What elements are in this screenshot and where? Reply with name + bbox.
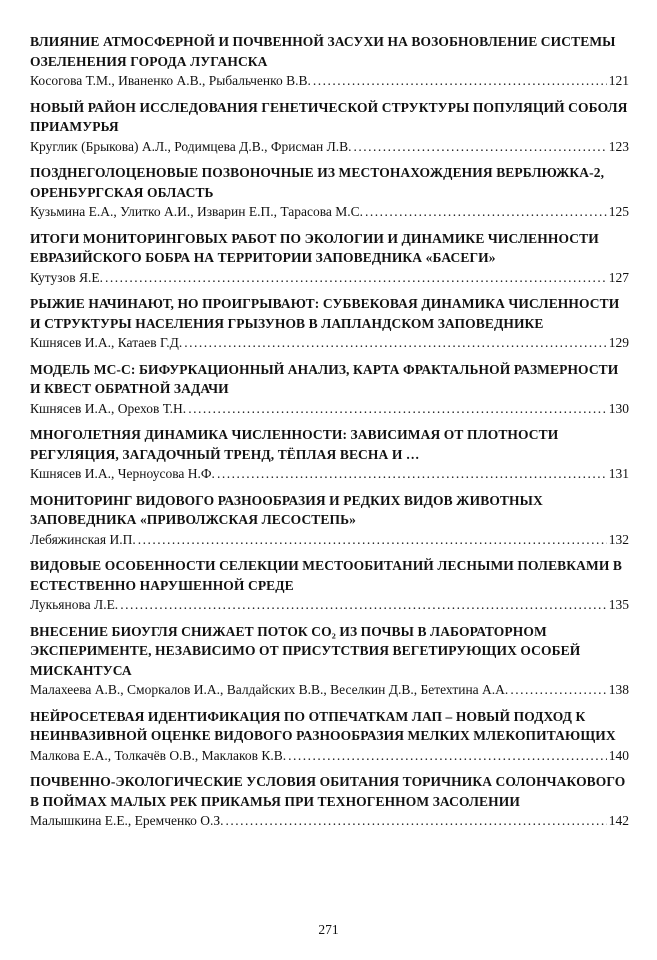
entry-authors-line: [30, 464, 629, 484]
toc-entry: [30, 622, 629, 700]
footer-page-number: 271: [318, 922, 339, 937]
dot-leader: [138, 530, 607, 550]
entry-authors: Кшнясев И.А., Катаев Г.Д.: [30, 335, 183, 350]
entry-page-number: 132: [608, 531, 629, 547]
entry-authors-line: [30, 746, 629, 766]
entry-authors-line: [30, 137, 629, 157]
dot-leader: [510, 680, 606, 700]
entry-title: НОВЫЙ РАЙОН ИССЛЕДОВАНИЯ ГЕНЕТИЧЕСКОЙ СТРУКТУРЫ ПОПУЛЯЦИЙ СОБОЛЯ ПРИАМУРЬЯ: [30, 99, 628, 134]
entry-authors: Кшнясев И.А., Орехов Т.Н.: [30, 400, 187, 416]
toc-entry: [30, 229, 629, 288]
entry-authors-line: [30, 268, 629, 288]
entry-title: МНОГОЛЕТНЯЯ ДИНАМИКА ЧИСЛЕННОСТИ: ЗАВИСИМАЯ ОТ ПЛОТНОСТИ РЕГУЛЯЦИЯ, ЗАГАДОЧНЫЙ ТРЕНД, ТЁПЛАЯ ВЕСНА И …: [30, 427, 559, 462]
table-of-contents: [30, 32, 629, 831]
entry-authors-line: [30, 333, 629, 353]
entry-page-number: 142: [608, 813, 629, 828]
toc-entry: [30, 772, 629, 831]
entry-authors-line: [30, 202, 629, 222]
entry-authors: Круглик (Брыкова) А.Л., Родимцева Д.В., Фрисман Л.В.: [30, 138, 352, 154]
entry-title: ПОЧВЕННО-ЭКОЛОГИЧЕСКИЕ УСЛОВИЯ ОБИТАНИЯ ТОРИЧНИКА СОЛОНЧАКОВОГО В ПОЙМАХ МАЛЫХ РЕК ПРИКАМЬЯ ПРИ ТЕХНОГЕННОМ ЗАСОЛЕНИИ: [30, 774, 626, 809]
entry-authors-line: [30, 399, 629, 419]
entry-page-number: 125: [608, 204, 629, 219]
toc-entry: [30, 491, 629, 550]
entry-authors: Кузьмина Е.А., Улитко А.И., Изварин Е.П., Тарасова М.С.: [30, 204, 364, 219]
dot-leader: [288, 746, 607, 766]
entry-title: РЫЖИЕ НАЧИНАЮТ, НО ПРОИГРЫВАЮТ: СУБВЕКОВАЯ ДИНАМИКА ЧИСЛЕННОСТИ И СТРУКТУРЫ НАСЕЛЕНИЯ ГРЫЗУНОВ В ЛАПЛАНДСКОМ ЗАПОВЕДНИКЕ: [30, 296, 620, 331]
entry-authors: Лукьянова Л.Е.: [30, 597, 119, 612]
entry-authors: Кшнясев И.А., Черноусова Н.Ф.: [30, 466, 215, 481]
entry-page-number: 140: [608, 747, 629, 763]
entry-title: ВЛИЯНИЕ АТМОСФЕРНОЙ И ПОЧВЕННОЙ ЗАСУХИ НА ВОЗОБНОВЛЕНИЕ СИСТЕМЫ ОЗЕЛЕНЕНИЯ ГОРОДА ЛУГАНСКА: [30, 34, 616, 69]
entry-page-number: 135: [608, 597, 629, 612]
entry-authors: Малкова Е.А., Толкачёв О.В., Маклаков К.В.: [30, 747, 287, 763]
dot-leader: [353, 137, 606, 157]
dot-leader: [225, 811, 606, 831]
entry-page-number: 130: [608, 400, 629, 416]
entry-authors-line: [30, 530, 629, 550]
entry-authors-line: [30, 680, 629, 700]
entry-title: ВНЕСЕНИЕ БИОУГЛЯ СНИЖАЕТ ПОТОК CO₂ ИЗ ПОЧВЫ В ЛАБОРАТОРНОМ ЭКСПЕРИМЕНТЕ, НЕЗАВИСИМО ОТ ПРИСУТСТВИЯ ВЕГЕТИРУЮЩИХ ОСОБЕЙ МИСКАНТУСА: [30, 623, 581, 678]
entry-authors: Малышкина Е.Е., Еремченко О.З.: [30, 813, 224, 828]
entry-title: ИТОГИ МОНИТОРИНГОВЫХ РАБОТ ПО ЭКОЛОГИИ И ДИНАМИКЕ ЧИСЛЕННОСТИ ЕВРАЗИЙСКОГО БОБРА НА ТЕРРИТОРИИ ЗАПОВЕДНИКА «БАСЕГИ»: [30, 230, 599, 265]
toc-entry: [30, 707, 629, 766]
dot-leader: [313, 71, 607, 91]
dot-leader: [217, 464, 607, 484]
entry-page-number: 121: [608, 73, 629, 88]
toc-entry: [30, 98, 629, 157]
entry-authors-line: [30, 811, 629, 831]
entry-authors-line: [30, 595, 629, 615]
dot-leader: [105, 268, 607, 288]
toc-entry: [30, 556, 629, 615]
dot-leader: [365, 202, 607, 222]
entry-title: ВИДОВЫЕ ОСОБЕННОСТИ СЕЛЕКЦИИ МЕСТООБИТАНИЙ ЛЕСНЫМИ ПОЛЕВКАМИ В ЕСТЕСТВЕННО НАРУШЕННОЙ СРЕДЕ: [30, 558, 623, 593]
entry-authors: Лебяжинская И.П.: [30, 531, 136, 547]
dot-leader: [120, 595, 607, 615]
entry-authors: Косогова Т.М., Иваненко А.В., Рыбальченко В.В.: [30, 73, 311, 88]
toc-entry: [30, 360, 629, 419]
entry-title: НЕЙРОСЕТЕВАЯ ИДЕНТИФИКАЦИЯ ПО ОТПЕЧАТКАМ ЛАП – НОВЫЙ ПОДХОД К НЕИНВАЗИВНОЙ ОЦЕНКЕ ВИДОВОГО РАЗНООБРАЗИЯ МЕЛКИХ МЛЕКОПИТАЮЩИХ: [30, 708, 616, 743]
entry-page-number: 138: [608, 682, 629, 697]
entry-authors: Малахеева А.В., Сморкалов И.А., Валдайских В.В., Веселкин Д.В., Бетехтина А.А.: [30, 682, 509, 697]
entry-page-number: 127: [608, 269, 629, 285]
dot-leader: [184, 333, 607, 353]
entry-authors-line: [30, 71, 629, 91]
toc-entry: [30, 294, 629, 353]
entry-page-number: 131: [608, 466, 629, 481]
dot-leader: [188, 399, 607, 419]
entry-title: ПОЗДНЕГОЛОЦЕНОВЫЕ ПОЗВОНОЧНЫЕ ИЗ МЕСТОНАХОЖДЕНИЯ ВЕРБЛЮЖКА-2, ОРЕНБУРГСКАЯ ОБЛАСТЬ: [30, 165, 605, 200]
entry-title: МОНИТОРИНГ ВИДОВОГО РАЗНООБРАЗИЯ И РЕДКИХ ВИДОВ ЖИВОТНЫХ ЗАПОВЕДНИКА «ПРИВОЛЖСКАЯ ЛЕСОСТЕПЬ»: [30, 492, 543, 527]
toc-entry: [30, 32, 629, 91]
page-footer: [0, 922, 657, 938]
entry-page-number: 129: [608, 335, 629, 350]
toc-entry: [30, 163, 629, 222]
toc-entry: [30, 425, 629, 484]
entry-page-number: 123: [608, 138, 629, 154]
entry-title: МОДЕЛЬ МС-С: БИФУРКАЦИОННЫЙ АНАЛИЗ, КАРТА ФРАКТАЛЬНОЙ РАЗМЕРНОСТИ И КВЕСТ ОБРАТНОЙ ЗАДАЧИ: [30, 361, 619, 396]
entry-authors: Кутузов Я.Е.: [30, 269, 103, 285]
